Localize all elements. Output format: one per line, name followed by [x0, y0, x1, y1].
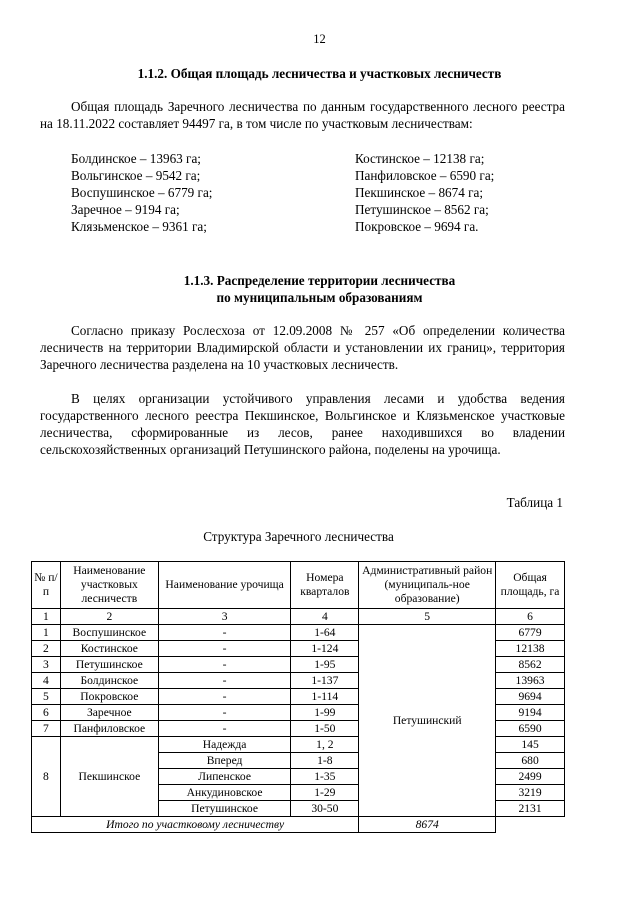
cell-quarters: 1-8 [291, 753, 359, 769]
table-header-row [32, 562, 565, 609]
cell-quarters: 1-50 [291, 721, 359, 737]
cell-area: 9694 [496, 689, 565, 705]
section-113-title-line1: 1.1.3. Распределение территории лесничества [183, 273, 456, 288]
list-item: Покровское – 9694 га. [355, 219, 479, 234]
cell-area: 2499 [496, 769, 565, 785]
cell-tract: Петушинское [158, 801, 291, 817]
cell-quarters: 1-35 [291, 769, 359, 785]
column-number: 4 [291, 609, 359, 625]
cell-admin-district: Петушинский [359, 625, 496, 817]
cell-quarters: 1-29 [291, 785, 359, 801]
cell-forestry: Пекшинское [60, 737, 158, 817]
cell-tract: - [158, 721, 291, 737]
cell-area: 6590 [496, 721, 565, 737]
section-113-paragraph-1 [40, 322, 565, 373]
cell-quarters: 1-124 [291, 641, 359, 657]
cell-area: 8562 [496, 657, 565, 673]
list-item: Панфиловское – 6590 га; [355, 168, 495, 183]
header-num: № п/п [32, 562, 61, 609]
section-112-title: 1.1.2. Общая площадь лесничества и участковых лесничеств [137, 66, 502, 81]
column-number-row [32, 609, 565, 625]
cell-forestry: Панфиловское [60, 721, 158, 737]
cell-forestry: Костинское [60, 641, 158, 657]
list-item: Пекшинское – 8674 га; [355, 185, 484, 200]
cell-area: 2131 [496, 801, 565, 817]
cell-area: 145 [496, 737, 565, 753]
cell-tract: Вперед [158, 753, 291, 769]
cell-area: 12138 [496, 641, 565, 657]
cell-num: 7 [32, 721, 61, 737]
forestry-structure-table [31, 561, 565, 833]
list-item: Заречное – 9194 га; [71, 202, 180, 217]
cell-quarters: 1-99 [291, 705, 359, 721]
cell-tract: - [158, 657, 291, 673]
cell-area: 3219 [496, 785, 565, 801]
section-112-paragraph-text: Общая площадь Заречного лесничества по данным государственного лесного реестра на 18.11.2022 составляет 94497 га, в том числе по участковым лесничествам: [40, 99, 565, 131]
section-113-paragraph-2 [40, 390, 565, 458]
cell-quarters: 1-64 [291, 625, 359, 641]
cell-area: 9194 [496, 705, 565, 721]
list-item: Клязьменское – 9361 га; [71, 219, 207, 234]
header-admin: Административный район (муниципаль-ное образование) [359, 562, 496, 609]
list-item: Болдинское – 13963 га; [71, 151, 201, 166]
cell-forestry: Покровское [60, 689, 158, 705]
cell-quarters: 1, 2 [291, 737, 359, 753]
cell-tract: Липенское [158, 769, 291, 785]
cell-tract: - [158, 641, 291, 657]
total-area: 8674 [359, 817, 496, 833]
forestry-area-list-right [355, 150, 494, 235]
cell-tract: - [158, 625, 291, 641]
list-item: Вольгинское – 9542 га; [71, 168, 201, 183]
column-number: 1 [32, 609, 61, 625]
list-item: Костинское – 12138 га; [355, 151, 485, 166]
section-113-paragraph-2-text: В целях организации устойчивого управления лесами и удобства ведения государственного лесного реестра Пекшинское, Вольгинское и Клязьменское участковые лесничества, сформированные из лесов, ранее находившихся во владении сельскохозяйственных организаций Петушинского района, поделены на урочища. [40, 391, 565, 457]
cell-num: 4 [32, 673, 61, 689]
cell-quarters: 30-50 [291, 801, 359, 817]
cell-quarters: 1-114 [291, 689, 359, 705]
cell-num: 8 [32, 737, 61, 817]
cell-num: 6 [32, 705, 61, 721]
header-forestry: Наименование участковых лесничеств [60, 562, 158, 609]
table-title: Структура Заречного лесничества [203, 529, 394, 544]
section-113-title-line2: по муниципальным образованиям [216, 290, 423, 305]
list-item: Воспушинское – 6779 га; [71, 185, 213, 200]
list-item: Петушинское – 8562 га; [355, 202, 489, 217]
cell-area: 680 [496, 753, 565, 769]
column-number: 3 [158, 609, 291, 625]
page-number: 12 [313, 32, 326, 46]
cell-quarters: 1-137 [291, 673, 359, 689]
cell-quarters: 1-95 [291, 657, 359, 673]
cell-tract: - [158, 689, 291, 705]
table-label: Таблица 1 [506, 495, 563, 510]
cell-num: 2 [32, 641, 61, 657]
cell-num: 3 [32, 657, 61, 673]
column-number: 2 [60, 609, 158, 625]
cell-num: 1 [32, 625, 61, 641]
total-label: Итого по участковому лесничеству [32, 817, 359, 833]
cell-tract: - [158, 673, 291, 689]
cell-forestry: Заречное [60, 705, 158, 721]
cell-area: 6779 [496, 625, 565, 641]
table-total-row [32, 817, 565, 833]
column-number: 5 [359, 609, 496, 625]
column-number: 6 [496, 609, 565, 625]
cell-num: 5 [32, 689, 61, 705]
cell-tract: Надежда [158, 737, 291, 753]
cell-forestry: Воспушинское [60, 625, 158, 641]
section-112-paragraph [40, 98, 565, 132]
forestry-area-list-left [71, 150, 212, 235]
header-area: Общая площадь, га [496, 562, 565, 609]
cell-forestry: Петушинское [60, 657, 158, 673]
cell-area: 13963 [496, 673, 565, 689]
cell-tract: Анкудиновское [158, 785, 291, 801]
section-113-title [40, 272, 599, 306]
section-113-paragraph-1-text: Согласно приказу Рослесхоза от 12.09.2008 № 257 «Об определении количества лесничеств на территории Владимирской области и установлении их границ», территория Заречного лесничества разделена на 10 участковых лесничеств. [40, 323, 565, 372]
cell-forestry: Болдинское [60, 673, 158, 689]
table-row [32, 625, 565, 641]
cell-tract: - [158, 705, 291, 721]
header-tract: Наименование урочища [158, 562, 291, 609]
header-quarters: Номера кварталов [291, 562, 359, 609]
